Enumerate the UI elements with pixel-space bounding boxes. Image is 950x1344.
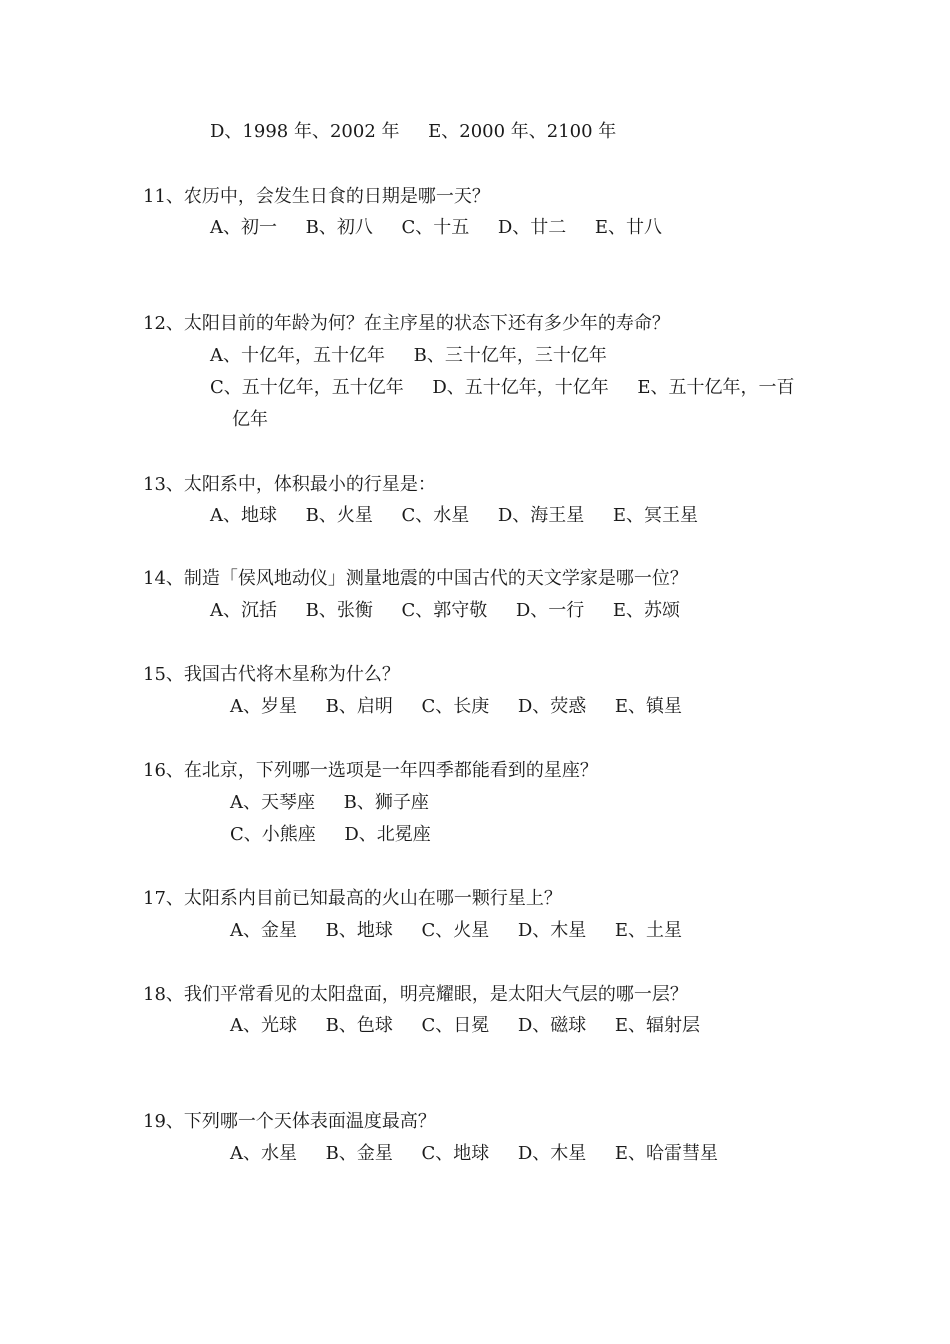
q14-stem: 14、制造「侯风地动仪」测量地震的中国古代的天文学家是哪一位？: [143, 568, 688, 589]
q17-options: A、金星 B、地球 C、火星 D、木星 E、土星: [230, 920, 683, 941]
q10-options-line: D、1998 年、2002 年 E、2000 年、2100 年: [210, 121, 617, 142]
q15-options: A、岁星 B、启明 C、长庚 D、荧惑 E、镇星: [230, 696, 683, 717]
q15-stem: 15、我国古代将木星称为什么？: [143, 664, 400, 685]
q17-stem: 17、太阳系内目前已知最高的火山在哪一颗行星上？: [143, 888, 562, 909]
q16-options-line-2: C、小熊座 D、北冕座: [230, 824, 431, 845]
q14-options: A、沉括 B、张衡 C、郭守敬 D、一行 E、苏颂: [210, 600, 681, 621]
q16-stem: 16、在北京，下列哪一选项是一年四季都能看到的星座？: [143, 760, 598, 781]
q11-stem: 11、农历中，会发生日食的日期是哪一天？: [143, 186, 490, 207]
q18-options: A、光球 B、色球 C、日冕 D、磁球 E、辐射层: [230, 1015, 701, 1036]
q13-stem: 13、太阳系中，体积最小的行星是：: [143, 474, 436, 495]
q12-options-line-3: 亿年: [232, 409, 268, 430]
q19-stem: 19、下列哪一个天体表面温度最高？: [143, 1111, 436, 1132]
q13-options: A、地球 B、火星 C、水星 D、海王星 E、冥王星: [210, 505, 699, 526]
q19-options: A、水星 B、金星 C、地球 D、木星 E、哈雷彗星: [230, 1143, 719, 1164]
q12-stem: 12、太阳目前的年龄为何？在主序星的状态下还有多少年的寿命？: [143, 313, 670, 334]
q16-options-line-1: A、天琴座 B、狮子座: [230, 792, 429, 813]
q12-options-line-1: A、十亿年，五十亿年 B、三十亿年，三十亿年: [210, 345, 607, 366]
q11-options: A、初一 B、初八 C、十五 D、廿二 E、廿八: [210, 217, 663, 238]
q12-options-line-2: C、五十亿年，五十亿年 D、五十亿年，十亿年 E、五十亿年，一百: [210, 377, 795, 398]
q18-stem: 18、我们平常看见的太阳盘面，明亮耀眼，是太阳大气层的哪一层？: [143, 984, 688, 1005]
